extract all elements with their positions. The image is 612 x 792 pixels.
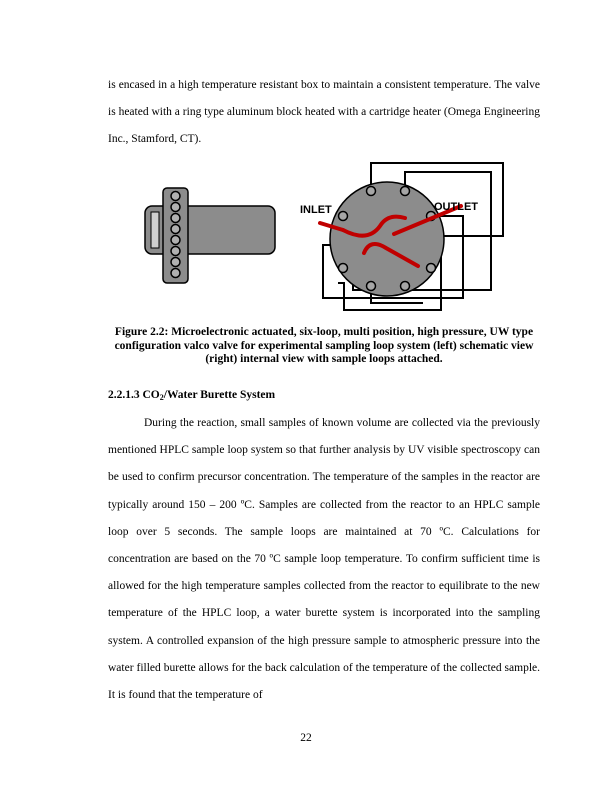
outlet-label: OUTLET	[434, 201, 478, 213]
valve-schematic	[108, 158, 540, 318]
figure-caption: Figure 2.2: Microelectronic actuated, six-loop, multi position, high pressure, UW type configuration valco valve for experimental sampling loop system (left) schematic view (right) internal view with sample loops attached.	[114, 326, 534, 366]
section-heading	[108, 389, 275, 402]
valve-external-view	[145, 188, 275, 283]
heading-suffix: /Water Burette System	[163, 389, 276, 401]
valve-figure	[108, 158, 540, 318]
intro-paragraph: is encased in a high temperature resistant box to maintain a consistent temperature. The valve is heated with a ring type aluminum block heated with a cartridge heater (Omega Engineering Inc., Stamford, CT).	[108, 79, 540, 146]
heading-prefix: 2.2.1.3 CO	[108, 389, 160, 401]
valve-rotor	[330, 182, 444, 296]
valve-internal-view	[300, 163, 503, 310]
inlet-label: INLET	[300, 204, 332, 216]
page-number: 22	[300, 732, 312, 744]
heading-subscript: 2	[159, 393, 164, 402]
body-paragraph: During the reaction, small samples of known volume are collected via the previously mentioned HPLC sample loop system so that further analysis by UV visible spectroscopy can be used to confirm precursor concentration. The temperature of the samples in the reactor are typically around 150 – 200 ºC. Samples are collected from the reactor to an HPLC sample loop over 5 seconds. The sample loops are maintained at 70 ºC. Calculations for concentration are based on the 70 ºC sample loop temperature. To confirm sufficient time is allowed for the high temperature samples collected from the reactor to equilibrate to the new temperature of the HPLC loop, a water burette system is incorporated into the sampling system. A controlled expansion of the high pressure sample to atmospheric pressure into the water filled burette allows for the back calculation of the temperature of the collected sample. It is found that the temperature of	[108, 417, 540, 702]
